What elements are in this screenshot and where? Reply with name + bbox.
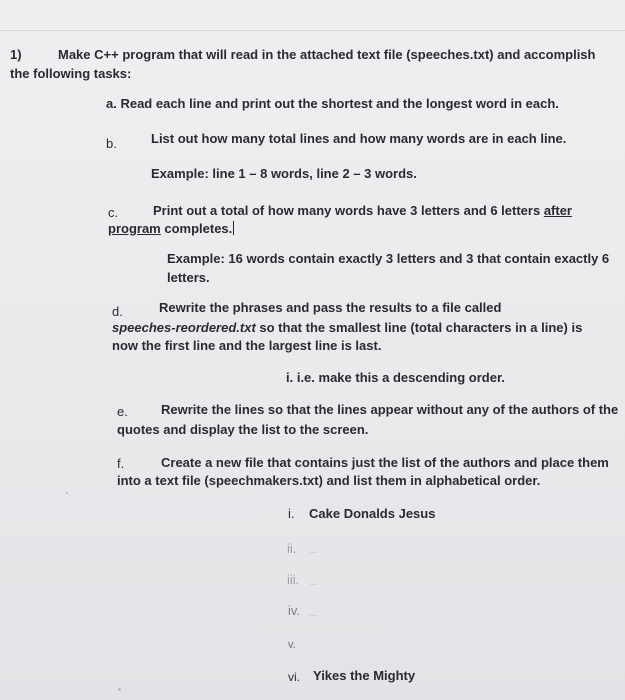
list-i-marker: i. [288, 506, 295, 521]
task-e-marker: e. [117, 404, 128, 419]
task-f-line1: Create a new file that contains just the list of the authors and place them [161, 455, 609, 470]
list-ii-text: ... [309, 545, 318, 556]
task-c-line2-rest: completes. [160, 221, 233, 236]
task-f-line2-a: into a text file [117, 473, 205, 488]
task-c-example-line1: Example: 16 words contain exactly 3 letters and 3 that contain exactly 6 [167, 251, 610, 266]
task-d-line1: Rewrite the phrases and pass the results to a file called [159, 300, 502, 315]
task-b-text: List out how many total lines and how many words are in each line. [151, 131, 567, 146]
task-f-line2-b: and list them in alphabetical order. [322, 473, 541, 488]
task-f-marker: f. [117, 456, 125, 471]
task-c-example-line2: letters. [167, 270, 210, 285]
task-d-line2 [112, 320, 582, 336]
task-d-line2-rest: so that the smallest line (total characters in a line) is [255, 320, 583, 335]
list-i-text: Cake Donalds Jesus [309, 506, 436, 521]
list-iii-text: ... [309, 577, 318, 588]
page-edge-divider [0, 30, 625, 31]
list-iv-marker: iv. [288, 603, 301, 618]
list-iii-marker: iii. [287, 572, 300, 587]
question-number: 1) [10, 47, 22, 62]
task-e-line2: quotes and display the list to the screen. [117, 422, 369, 437]
list-ii-marker: ii. [287, 541, 297, 556]
list-vi-marker: vi. [288, 670, 300, 684]
task-b-example: Example: line 1 – 8 words, line 2 – 3 words. [151, 166, 417, 181]
page-speck [66, 492, 68, 494]
task-c-text-main: Print out a total of how many words have 3 letters and 6 letters [153, 203, 544, 218]
task-c-underlined-program: program [108, 221, 161, 236]
task-d-filename: speeches-reordered.txt [112, 320, 256, 335]
task-c-text [153, 203, 572, 219]
list-v-marker: v. [288, 639, 296, 651]
page-speck [118, 688, 121, 691]
list-iv-text: ... [309, 608, 318, 619]
task-c-underlined-after: after [543, 203, 572, 218]
task-f-line2 [117, 473, 540, 489]
task-b-marker: b. [106, 136, 117, 151]
task-d-line3: now the first line and the largest line is last. [112, 338, 382, 353]
task-d-marker: d. [112, 304, 123, 319]
text-cursor [233, 221, 234, 235]
task-f-filename: (speechmakers.txt) [204, 473, 323, 488]
task-e-line1: Rewrite the lines so that the lines appear without any of the authors of the [161, 402, 619, 417]
task-c-marker: c. [108, 205, 119, 220]
question-heading-line1: Make C++ program that will read in the attached text file (speeches.txt) and accomplish [58, 47, 596, 62]
task-c-line2 [108, 221, 234, 237]
task-d-sub: i. i.e. make this a descending order. [286, 370, 505, 385]
question-heading-line2: the following tasks: [10, 66, 132, 81]
task-a-text: a. Read each line and print out the shortest and the longest word in each. [106, 96, 559, 111]
list-vi-text: Yikes the Mighty [313, 668, 416, 683]
